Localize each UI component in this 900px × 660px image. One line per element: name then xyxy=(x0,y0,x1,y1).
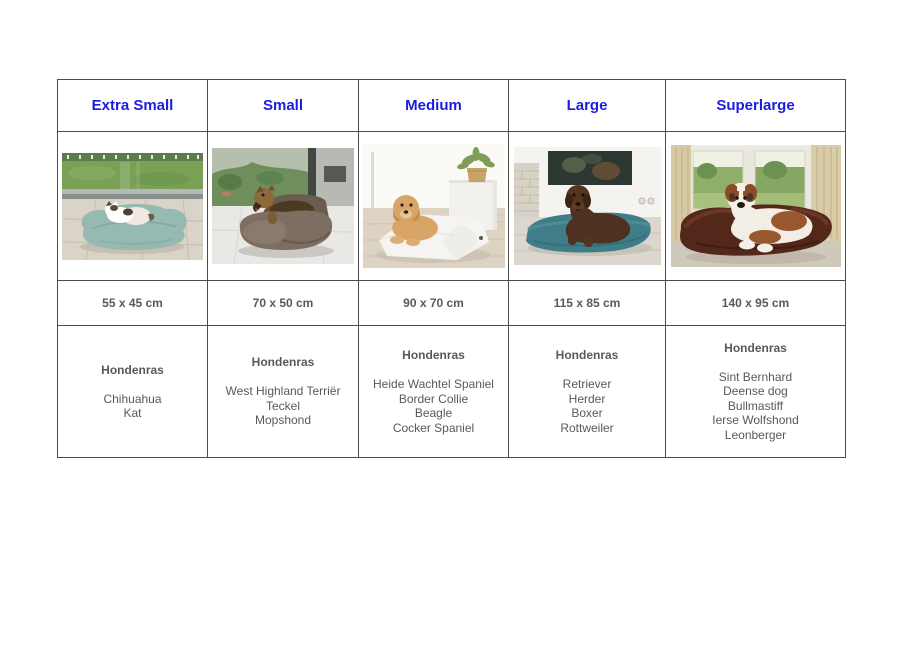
photo-cell-extra-small xyxy=(58,132,208,281)
photo-cell-small xyxy=(208,132,359,281)
column-header-superlarge: Superlarge xyxy=(666,80,846,132)
breed-item: Herder xyxy=(568,391,606,406)
breed-item: Cocker Spaniel xyxy=(392,420,475,435)
breed-item: Border Collie xyxy=(398,391,469,406)
breed-list xyxy=(666,370,845,443)
breed-item: Bullmastiff xyxy=(727,398,784,413)
breed-heading: Hondenras xyxy=(555,348,619,362)
breed-list xyxy=(58,392,207,421)
breed-item: Ierse Wolfshond xyxy=(712,413,799,428)
breed-item: Leonberger xyxy=(724,427,787,442)
breed-heading: Hondenras xyxy=(101,362,164,377)
breed-heading: Hondenras xyxy=(724,340,787,355)
photo-row xyxy=(58,132,846,281)
photo-cell-medium xyxy=(359,132,509,281)
size-cell-small: 70 x 50 cm xyxy=(208,281,359,326)
breed-item: Heide Wachtel Spaniel xyxy=(373,377,494,391)
breed-item: Deense dog xyxy=(723,384,788,399)
breeds-cell-medium xyxy=(359,326,509,458)
column-header-small: Small xyxy=(208,80,359,132)
breed-item: Rottweiler xyxy=(560,420,614,435)
breed-item: Mopshond xyxy=(254,413,312,428)
breed-item: Retriever xyxy=(562,377,612,391)
size-cell-extra-small: 55 x 45 cm xyxy=(58,281,208,326)
breeds-cell-extra-small xyxy=(58,326,208,458)
breeds-cell-small xyxy=(208,326,359,458)
breed-list xyxy=(509,377,665,435)
breed-heading: Hondenras xyxy=(251,355,315,370)
breed-item: Sint Bernhard xyxy=(718,369,793,384)
size-cell-superlarge: 140 x 95 cm xyxy=(666,281,846,326)
photo-cell-superlarge xyxy=(666,132,846,281)
photo-small-terrier-on-brown-bed xyxy=(212,148,354,264)
column-header-large: Large xyxy=(509,80,666,132)
photo-superlarge-saint-bernard-on-brown-bed xyxy=(671,145,841,267)
column-header-medium: Medium xyxy=(359,80,509,132)
breed-item: Boxer xyxy=(571,406,603,420)
breed-list xyxy=(359,377,508,435)
breed-item: Teckel xyxy=(265,398,300,413)
breed-item: Beagle xyxy=(414,406,453,420)
dog-bed-size-comparison-table xyxy=(57,79,846,458)
breeds-row xyxy=(58,326,846,458)
column-header-extra-small: Extra Small xyxy=(58,80,208,132)
size-cell-medium: 90 x 70 cm xyxy=(359,281,509,326)
breed-item: Chihuahua xyxy=(103,391,162,406)
breed-item: Kat xyxy=(123,406,142,420)
breeds-cell-large xyxy=(509,326,666,458)
breed-list xyxy=(208,384,358,428)
breeds-cell-superlarge xyxy=(666,326,846,458)
photo-cell-large xyxy=(509,132,666,281)
photo-large-labrador-on-teal-bed xyxy=(514,147,661,265)
breed-heading: Hondenras xyxy=(402,348,465,362)
size-row xyxy=(58,281,846,326)
breed-item: West Highland Terriër xyxy=(225,384,341,399)
header-row xyxy=(58,80,846,132)
photo-medium-puppy-on-white-bed xyxy=(363,144,505,268)
photo-extra-small-cat-on-blue-bed xyxy=(62,153,203,260)
size-cell-large: 115 x 85 cm xyxy=(509,281,666,326)
